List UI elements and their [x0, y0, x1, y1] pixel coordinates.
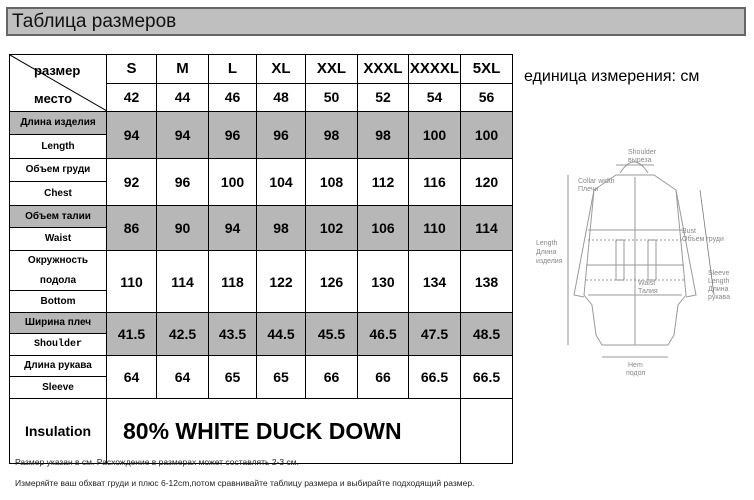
table-cell: 86: [107, 206, 157, 251]
table-cell: 96: [257, 112, 306, 159]
table-cell: 46.5: [358, 313, 409, 356]
table-cell: 66.5: [461, 356, 513, 399]
table-cell: 48.5: [461, 313, 513, 356]
table-cell: 45.5: [306, 313, 358, 356]
row-label-ru-line1: Окружность: [27, 255, 89, 266]
diagram-label-collar: Collar width: [578, 178, 615, 185]
row-label-ru-line2: подола: [39, 275, 77, 286]
table-cell: 114: [157, 251, 209, 313]
table-cell: 98: [257, 206, 306, 251]
note-line-1: Размер указан в см. Расхождение в размерах может составлять 2-3 см.: [15, 457, 299, 467]
table-cell: 110: [107, 251, 157, 313]
row-label-en: Shoulder: [10, 333, 106, 355]
row-label: [10, 159, 107, 206]
size-number: 52: [358, 83, 409, 112]
table-cell: 96: [157, 159, 209, 206]
table-cell: 94: [209, 206, 257, 251]
table-cell: 66.5: [409, 356, 461, 399]
jacket-diagram: [528, 145, 744, 390]
note-line-2: Измеряйте ваш обхват груди и плюс 6-12cm,потом сравнивайте таблицу размера и выбирайте подходящий размер.: [15, 478, 475, 488]
size-header: M: [157, 55, 209, 84]
empty-cell: [461, 399, 513, 464]
row-label-en: Waist: [10, 227, 106, 250]
table-cell: 41.5: [107, 313, 157, 356]
row-label-en: Length: [10, 134, 106, 158]
table-cell: 104: [257, 159, 306, 206]
row-label-ru: Объем груди: [25, 164, 91, 175]
table-cell: 116: [409, 159, 461, 206]
table-cell: 106: [358, 206, 409, 251]
row-label-ru: Ширина плеч: [10, 313, 106, 333]
diagram-label-collar-ru: Плечи: [578, 186, 599, 193]
diagram-label-bust-ru: Объем груди: [682, 236, 724, 243]
table-cell: 47.5: [409, 313, 461, 356]
row-label: [10, 313, 107, 356]
table-cell: 110: [409, 206, 461, 251]
diagram-label-length-ru1: Длина: [536, 249, 557, 256]
size-header: 5XL: [461, 55, 513, 84]
size-header: S: [107, 55, 157, 84]
size-number: 44: [157, 83, 209, 112]
page-title: Таблица размеров: [12, 11, 177, 32]
size-number: 42: [107, 83, 157, 112]
jacket-left-sleeve: [574, 190, 594, 297]
table-cell: 94: [157, 112, 209, 159]
row-label-ru: Объем талии: [10, 206, 106, 227]
diagram-label-sleeve-ru2: Длина: [708, 286, 729, 293]
table-cell: 108: [306, 159, 358, 206]
diagram-label-length-ru2: изделия: [536, 258, 563, 265]
table-cell: 122: [257, 251, 306, 313]
table-cell: 112: [358, 159, 409, 206]
table-cell: 120: [461, 159, 513, 206]
diagram-label-length: Length: [536, 240, 558, 247]
diagram-label-sleeve: Sleeve: [708, 270, 730, 277]
table-row-insulation: [10, 399, 513, 464]
jacket-right-pocket: [648, 240, 656, 280]
row-label-en: Bottom: [10, 290, 106, 312]
table-cell: 65: [257, 356, 306, 399]
table-cell: 102: [306, 206, 358, 251]
table-cell: 66: [358, 356, 409, 399]
size-header: XXXL: [358, 55, 409, 84]
size-number: 54: [409, 83, 461, 112]
table-row-chest: [10, 159, 513, 206]
size-number: 50: [306, 83, 358, 112]
size-header: L: [209, 55, 257, 84]
jacket-right-sleeve: [676, 190, 696, 297]
size-axis-label: размер: [34, 63, 81, 78]
insulation-label: Insulation: [10, 399, 107, 464]
size-number: 46: [209, 83, 257, 112]
size-header-row: [10, 55, 513, 84]
row-label: [10, 112, 107, 159]
diagram-label-shoulder: Shoulder: [628, 149, 657, 156]
size-header: XXXXL: [409, 55, 461, 84]
diagram-label-waist-ru: Талия: [638, 288, 658, 295]
row-label: [10, 251, 107, 313]
size-number: 56: [461, 83, 513, 112]
table-cell: 126: [306, 251, 358, 313]
table-cell: 44.5: [257, 313, 306, 356]
row-label: [10, 206, 107, 251]
size-number: 48: [257, 83, 306, 112]
table-cell: 98: [306, 112, 358, 159]
diagram-label-shoulder-ru: выреза: [628, 157, 652, 164]
table-cell: 94: [107, 112, 157, 159]
table-cell: 100: [209, 159, 257, 206]
place-axis-label: место: [34, 91, 73, 106]
table-cell: 42.5: [157, 313, 209, 356]
table-cell: 43.5: [209, 313, 257, 356]
table-cell: 100: [461, 112, 513, 159]
size-header: XL: [257, 55, 306, 84]
row-label-ru: Длина рукава: [24, 360, 92, 371]
table-cell: 65: [209, 356, 257, 399]
diagram-label-hem-ru: подол: [626, 370, 646, 377]
table-cell: 134: [409, 251, 461, 313]
table-cell: 64: [157, 356, 209, 399]
jacket-left-pocket: [616, 240, 624, 280]
table-cell: 96: [209, 112, 257, 159]
row-label-ru: Длина изделия: [10, 112, 106, 134]
table-cell: 114: [461, 206, 513, 251]
table-row-waist: [10, 206, 513, 251]
insulation-value: 80% WHITE DUCK DOWN: [107, 399, 461, 464]
diagram-label-waist: Waist: [638, 280, 656, 287]
table-cell: 118: [209, 251, 257, 313]
size-header: XXL: [306, 55, 358, 84]
unit-label: единица измерения: см: [524, 68, 700, 85]
table-cell: 90: [157, 206, 209, 251]
row-label: [10, 356, 107, 399]
table-cell: 98: [358, 112, 409, 159]
diagram-label-hem: Hem: [628, 362, 643, 369]
diagram-label-sleeve-ru3: рукава: [708, 294, 730, 301]
header-corner-cell: [10, 55, 107, 112]
diagram-label-bust: Bust: [682, 228, 697, 235]
table-row-sleeve: [10, 356, 513, 399]
row-label-en: Chest: [10, 181, 106, 205]
row-label-en: Sleeve: [10, 376, 106, 398]
table-cell: 64: [107, 356, 157, 399]
table-cell: 92: [107, 159, 157, 206]
title-bar: [6, 7, 746, 36]
size-table: [9, 54, 513, 464]
table-row-bottom: [10, 251, 513, 313]
table-row-shoulder: [10, 313, 513, 356]
diagram-label-sleeve-ru1: Length: [708, 278, 730, 285]
table-cell: 130: [358, 251, 409, 313]
table-row-length: [10, 112, 513, 159]
table-cell: 138: [461, 251, 513, 313]
table-cell: 66: [306, 356, 358, 399]
table-cell: 100: [409, 112, 461, 159]
